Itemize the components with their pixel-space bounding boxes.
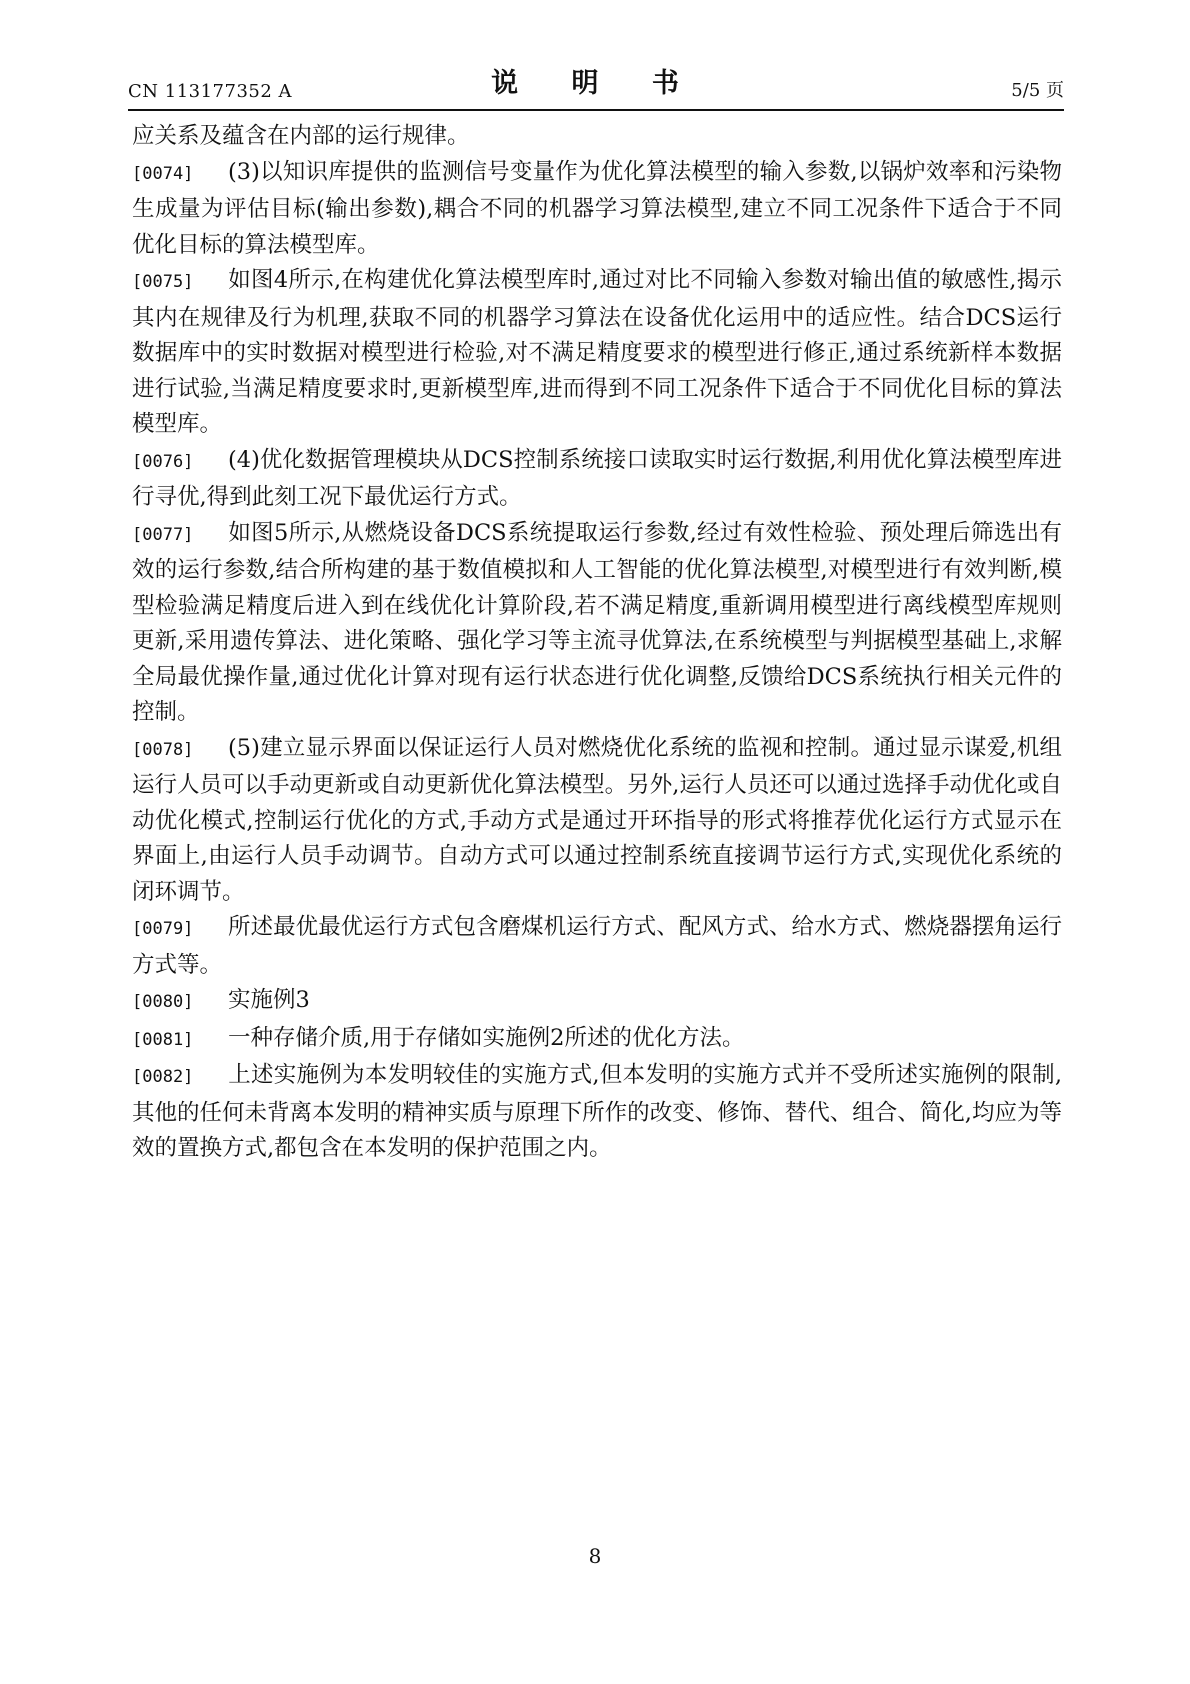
paragraph-number: [0077] bbox=[132, 524, 194, 545]
paragraph-text: 上述实施例为本发明较佳的实施方式,但本发明的实施方式并不受所述实施例的限制,其他的任何未背离本发明的精神实质与原理下所作的改变、修饰、替代、组合、简化,均应为等效的置换方式,都包含在本发明的保护范围之内。 bbox=[132, 1062, 1062, 1161]
paragraph bbox=[132, 1058, 1062, 1167]
paragraph-text: 所述最优最优运行方式包含磨煤机运行方式、配风方式、给水方式、燃烧器摆角运行方式等。 bbox=[132, 914, 1062, 978]
paragraph bbox=[132, 516, 1062, 731]
paragraph bbox=[132, 443, 1062, 516]
header-divider bbox=[128, 109, 1064, 111]
paragraph-number: [0081] bbox=[132, 1029, 194, 1050]
paragraph bbox=[132, 155, 1062, 264]
document-title: 说 明 书 bbox=[491, 68, 701, 99]
paragraph bbox=[132, 910, 1062, 983]
paragraph-number: [0076] bbox=[132, 451, 194, 472]
paragraph-text: 实施例3 bbox=[228, 987, 310, 1013]
page-number: 8 bbox=[588, 1544, 602, 1568]
paragraph-text: 如图5所示,从燃烧设备DCS系统提取运行参数,经过有效性检验、预处理后筛选出有效的运行参数,结合所构建的基于数值模拟和人工智能的优化算法模型,对模型进行有效判断,模型检验满足精度后进入到在线优化计算阶段,若不满足精度,重新调用模型进行离线模型库规则更新,采用遗传算法、进化策略、强化学习等主流寻优算法,在系统模型与判据模型基础上,求解全局最优操作量,通过优化计算对现有运行状态进行优化调整,反馈给DCS系统执行相关元件的控制。 bbox=[132, 519, 1062, 725]
paragraph-text: (5)建立显示界面以保证运行人员对燃烧优化系统的监视和控制。通过显示谋爱,机组运行人员可以手动更新或自动更新优化算法模型。另外,运行人员还可以通过选择手动优化或自动优化模式,控制运行优化的方式,手动方式是通过开环指导的形式将推荐优化运行方式显示在界面上,由运行人员手动调节。自动方式可以通过控制系统直接调节运行方式,实现优化系统的闭环调节。 bbox=[132, 734, 1062, 905]
paragraph-text: 一种存储介质,用于存储如实施例2所述的优化方法。 bbox=[228, 1024, 745, 1051]
paragraph-number: [0075] bbox=[132, 272, 194, 292]
description-body bbox=[132, 119, 1062, 1167]
paragraph bbox=[132, 263, 1062, 443]
publication-number: CN 113177352 A bbox=[128, 81, 293, 102]
paragraph bbox=[132, 983, 1062, 1021]
paragraph-number: [0074] bbox=[132, 163, 194, 184]
paragraph-number: [0082] bbox=[132, 1067, 194, 1087]
paragraph-text: (4)优化数据管理模块从DCS控制系统接口读取实时运行数据,利用优化算法模型库进行寻优,得到此刻工况下最优运行方式。 bbox=[132, 446, 1062, 510]
paragraph-number: [0080] bbox=[132, 992, 194, 1012]
paragraph-number: [0078] bbox=[132, 739, 194, 760]
paragraph-text: (3)以知识库提供的监测信号变量作为优化算法模型的输入参数,以锅炉效率和污染物生成量为评估目标(输出参数),耦合不同的机器学习算法模型,建立不同工况条件下适合于不同优化目标的算法模型库。 bbox=[132, 158, 1062, 258]
paragraph-text: 如图4所示,在构建优化算法模型库时,通过对比不同输入参数对输出值的敏感性,揭示其内在规律及行为机理,获取不同的机器学习算法在设备优化运用中的适应性。结合DCS运行数据库中的实时数据对模型进行检验,对不满足精度要求的模型进行修正,通过系统新样本数据进行试验,当满足精度要求时,更新模型库,进而得到不同工况条件下适合于不同优化目标的算法模型库。 bbox=[132, 267, 1062, 437]
page-header bbox=[128, 66, 1064, 106]
paragraph bbox=[132, 119, 1062, 155]
paragraph-number: [0079] bbox=[132, 919, 194, 939]
paragraph-text: 应关系及蕴含在内部的运行规律。 bbox=[132, 123, 470, 149]
paragraph bbox=[132, 1021, 1062, 1059]
paragraph bbox=[132, 731, 1062, 911]
page-indicator: 5/5 页 bbox=[1011, 80, 1064, 101]
